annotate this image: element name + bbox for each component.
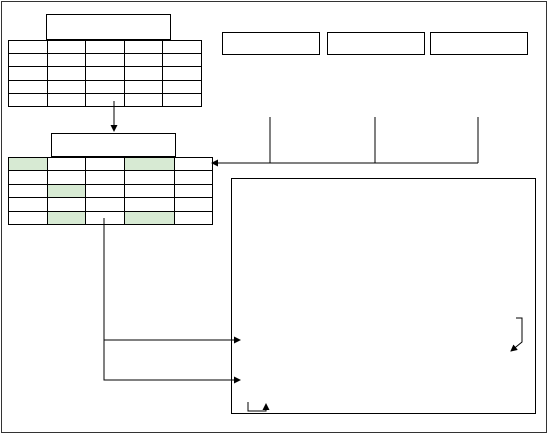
- arrow-mutation-swap: [248, 402, 266, 411]
- arrow-updated-to-correct: [104, 218, 240, 340]
- arrow-individuals-to-updated: [212, 117, 270, 163]
- arrow-cross-to-correct: [511, 318, 522, 351]
- arrow-updated-to-mutate: [104, 340, 240, 380]
